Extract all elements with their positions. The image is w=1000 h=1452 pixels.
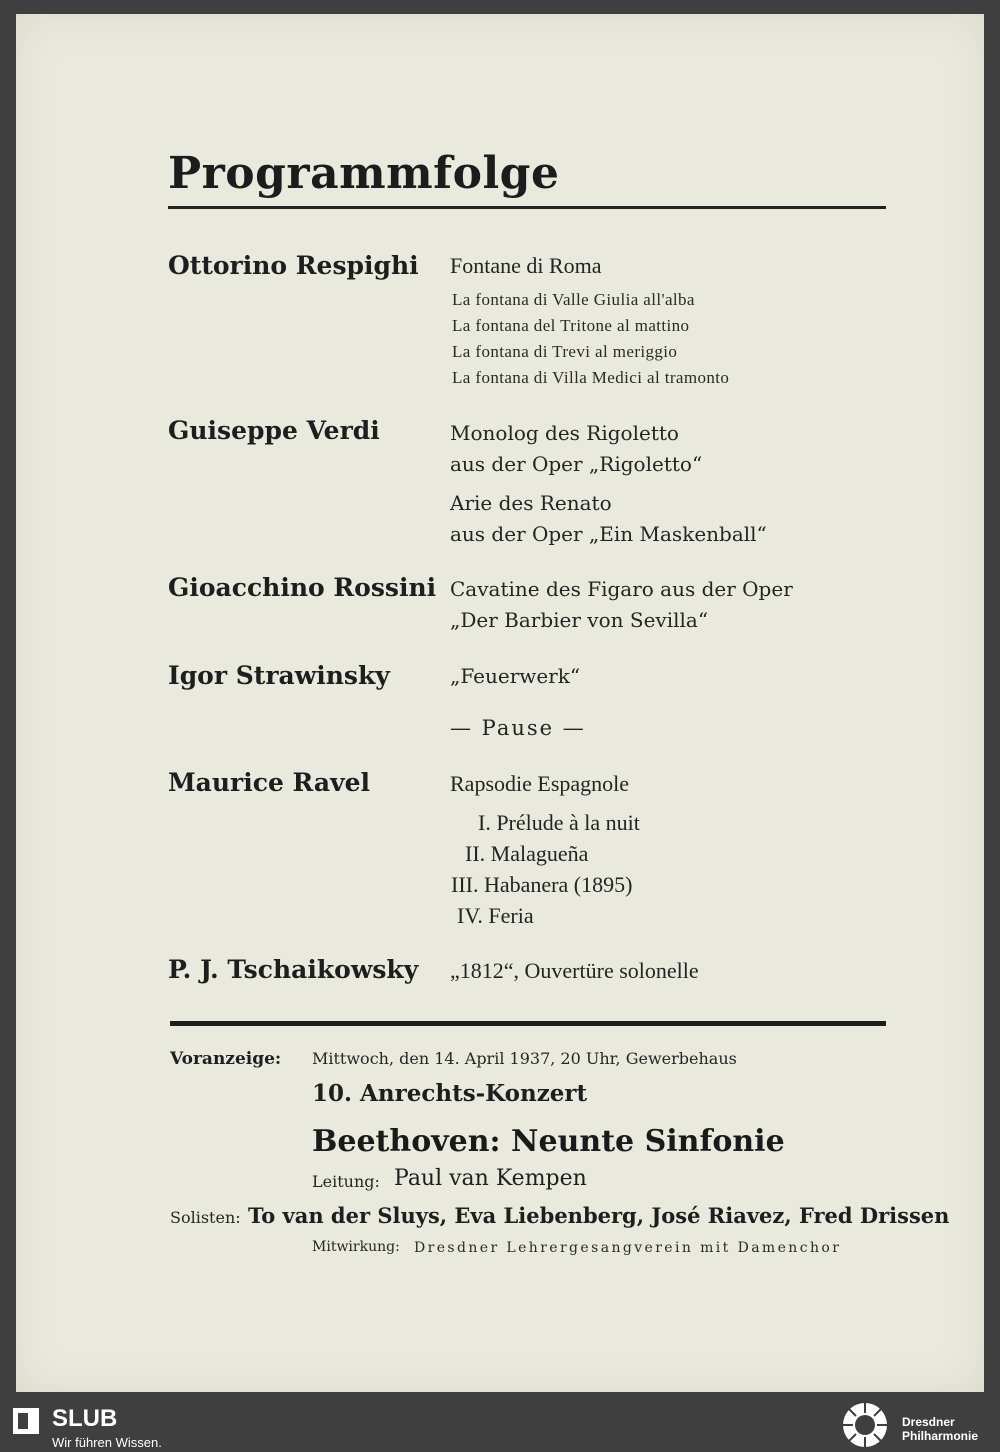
participation-text: Dresdner Lehrergesangverein mit Damenchor <box>414 1240 842 1256</box>
title-rule <box>168 206 886 209</box>
work-feuerwerk: „Feuerwerk“ <box>450 664 581 688</box>
section-rule <box>170 1021 886 1026</box>
footer-tagline: Wir führen Wissen. <box>52 1435 162 1450</box>
soloists-label: Solisten: <box>170 1208 241 1227</box>
work-1812-overture: „1812“, Ouvertüre solonelle <box>450 958 699 983</box>
movement-item: La fontana di Valle Giulia all'alba <box>452 290 695 309</box>
work-line: aus der Oper „Ein Maskenball“ <box>450 522 767 546</box>
composer-strawinsky: Igor Strawinsky <box>168 661 390 690</box>
conductor-label: Leitung: <box>312 1172 380 1191</box>
soloists-names: To van der Sluys, Eva Liebenberg, José Riavez, Fred Drissen <box>248 1203 950 1228</box>
work-line: Arie des Renato <box>450 491 612 515</box>
movement-item: La fontana di Trevi al meriggio <box>452 342 678 361</box>
philharmonie-line2: Philharmonie <box>902 1429 979 1443</box>
footer-brand: SLUB <box>52 1405 118 1432</box>
announcement-label: Voranzeige: <box>170 1049 282 1069</box>
slub-logo-icon <box>10 1405 42 1437</box>
movement-item: La fontana del Tritone al mattino <box>452 316 690 335</box>
intermission-label: — Pause — <box>450 716 586 740</box>
movement-item: La fontana di Villa Medici al tramonto <box>452 368 730 387</box>
composer-verdi: Guiseppe Verdi <box>168 416 380 445</box>
announcement-concert: 10. Anrechts-Konzert <box>312 1080 588 1107</box>
work-line: aus der Oper „Rigoletto“ <box>450 452 703 476</box>
composer-ravel: Maurice Ravel <box>168 768 371 797</box>
participation-label: Mitwirkung: <box>312 1239 400 1255</box>
announcement-title: Beethoven: Neunte Sinfonie <box>312 1124 785 1159</box>
composer-rossini: Gioacchino Rossini <box>168 573 437 602</box>
page-title: Programmfolge <box>168 148 560 199</box>
work-rapsodie-espagnole: Rapsodie Espagnole <box>450 771 630 796</box>
work-line: Monolog des Rigoletto <box>450 421 679 445</box>
movement-item: III. Habanera (1895) <box>451 872 633 897</box>
conductor-name: Paul van Kempen <box>394 1166 587 1191</box>
philharmonie-logo-icon <box>840 1400 890 1450</box>
movement-item: I. Prélude à la nuit <box>478 810 640 835</box>
composer-respighi: Ottorino Respighi <box>168 251 419 280</box>
work-line: „Der Barbier von Sevilla“ <box>450 608 709 632</box>
philharmonie-name <box>902 1415 978 1443</box>
announcement-date: Mittwoch, den 14. April 1937, 20 Uhr, Gewerbehaus <box>312 1049 737 1068</box>
composer-tschaikowsky: P. J. Tschaikowsky <box>168 955 419 984</box>
work-fontane-di-roma: Fontane di Roma <box>450 253 602 278</box>
philharmonie-line1: Dresdner <box>902 1415 955 1429</box>
work-line: Cavatine des Figaro aus der Oper <box>450 577 793 601</box>
movement-item: II. Malagueña <box>465 841 589 866</box>
movement-item: IV. Feria <box>457 903 534 928</box>
